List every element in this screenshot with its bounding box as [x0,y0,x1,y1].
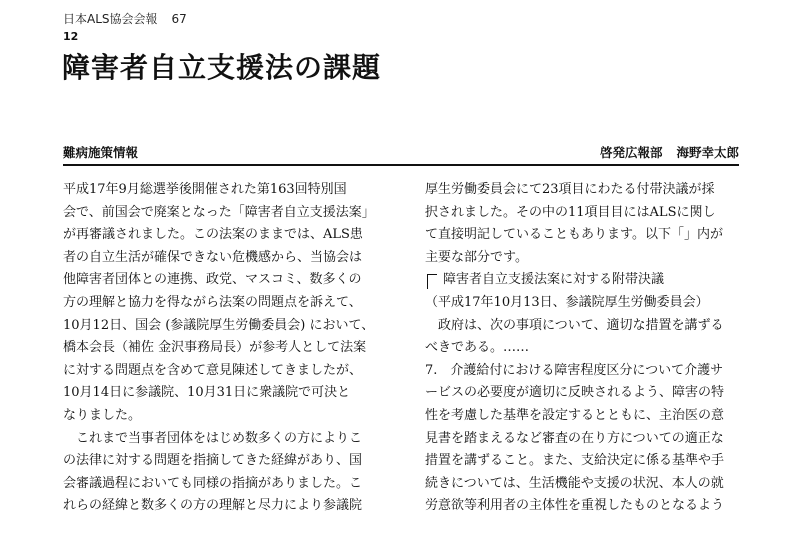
text-line: べきである。…… [425,340,530,356]
text-line: 方の理解と協力を得ながら法案の問題点を訴えて、 [63,294,362,310]
text-line: 平成17年9月総選挙後開催された第163回特別国 [63,182,347,197]
text-line: これまで当事者団体をはじめ数多くの方によりこ [63,430,363,446]
text-line: 10月14日に参議院、10月31日に衆議院で可決と [63,385,351,401]
text-line: 他障害者団体との連携、政党、マスコミ、数多くの [63,272,362,288]
text-line: れらの経緯と数多くの方の理解と尽力により参議院 [63,498,363,514]
issue-number: 67 [171,12,187,26]
text-line: て直接明記していることもあります。以下「」内が [425,227,723,243]
text-line: 続きについては、生活機能や支援の状況、本人の就 [425,475,724,491]
paragraph-3 [425,179,743,269]
text-line: 択されました。その中の11項目目にはALSに関し [425,204,716,220]
text-line: の法律に対する問題を指摘してきた経緯があり、国 [63,453,363,469]
page-number: 12 [63,30,79,43]
article-title: 障害者自立支援法の課題 [62,51,382,84]
text-line: 見書を踏まえるなど審査の在り方についての適正な [425,430,724,446]
text-line: 措置を講ずること。また、支給決定に係る基準や手 [425,453,725,469]
author-name: 海野幸太郎 [676,145,739,160]
text-line: なりました。 [63,407,142,423]
author-department: 啓発広報部 [599,145,663,160]
text-line: 10月12日、国会 (参議院厚生労働委員会) において、 [63,317,375,333]
header-divider [63,164,739,166]
text-line: 厚生労働委員会にて23項目にわたる付帯決議が採 [425,182,715,197]
text-line: に対する問題点を含めて意見陳述してきましたが、 [63,362,363,378]
text-line: 政府は、次の事項について、適切な措置を講ずる [425,317,724,333]
article-category: 難病施策情報 [63,145,139,160]
resolution-heading [425,269,743,292]
left-column [63,179,381,518]
text-line: 労意欲等利用者の主体性を重視したものとなるよう [425,498,725,514]
text-line: が再審議されました。この法案のままでは、ALS患 [63,227,363,243]
text-line: 性を考慮した基準を設定するとともに、主治医の意 [425,407,725,423]
corner-bracket-mark [427,274,437,289]
paragraph-1 [63,179,381,428]
author-line [600,143,739,161]
paragraph-2 [63,428,381,518]
text-line: 会で、前国会で廃案となった「障害者自立支援法案」 [63,204,375,220]
text-line: 7. 介護給付における障害程度区分について介護サ [425,362,724,378]
resolution-date: （平成17年10月13日、参議院厚生労働委員会） [425,294,709,310]
text-line: 会審議過程においても同様の指摘がありました。こ [63,475,363,491]
resolution-body [425,315,743,518]
text-line: 主要な部分です。 [425,249,528,265]
running-header [63,10,187,27]
text-line: 者の自立生活が確保できない危機感から、当協会は [63,249,363,265]
text-line: ービスの必要度が適切に反映されるよう、障害の特 [425,385,725,401]
right-column [425,179,743,518]
journal-name: 日本ALS協会会報 [63,12,158,26]
resolution-title: 障害者自立支援法案に対する附帯決議 [443,272,665,288]
text-line: 橋本会長（補佐 金沢事務局長）が参考人として法案 [63,340,367,356]
